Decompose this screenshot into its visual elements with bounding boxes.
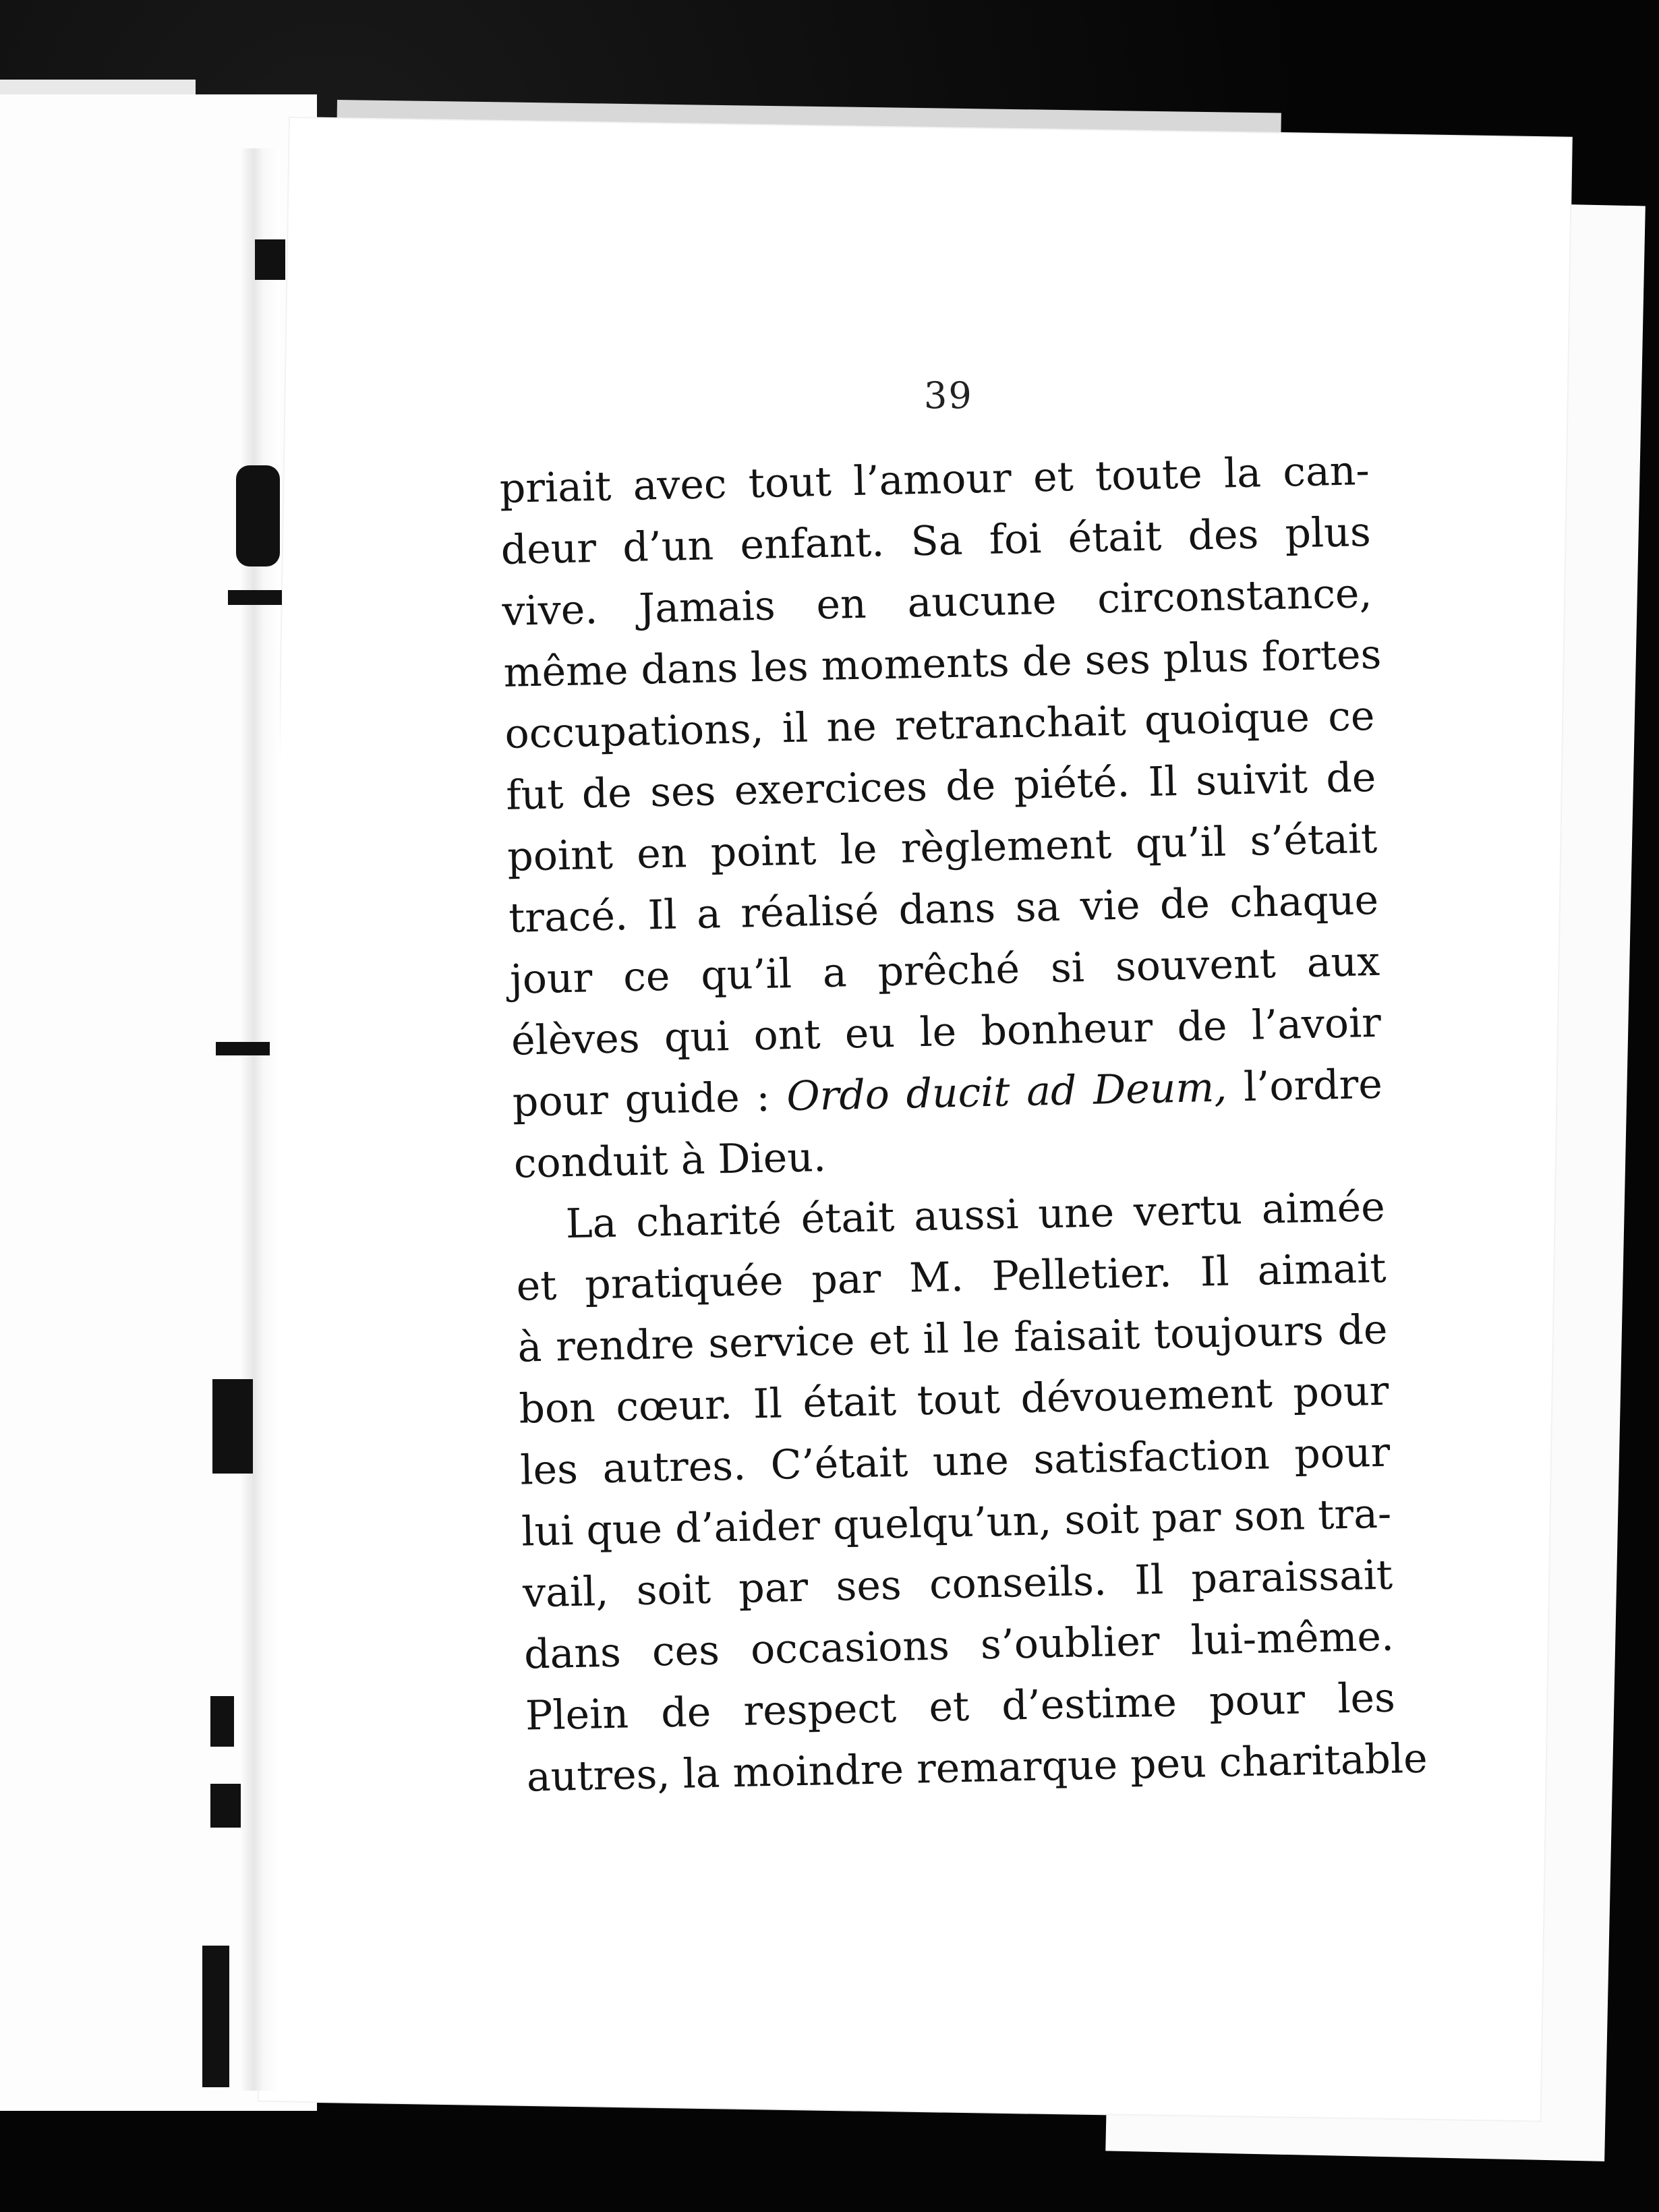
body-text bbox=[499, 440, 1428, 1809]
binding-mark bbox=[255, 239, 285, 280]
binding-mark bbox=[210, 1696, 234, 1747]
text-line: autres, la moindre remarque peu charitable bbox=[526, 1735, 1428, 1801]
binding-mark bbox=[236, 465, 280, 566]
text-line: les autres. C’était une satisfaction pour bbox=[519, 1428, 1391, 1494]
text-line: point en point le règlement qu’il s’était bbox=[506, 815, 1378, 881]
text-line: lui que d’aider quelqu’un, soit par son tra- bbox=[521, 1490, 1392, 1556]
text-line: dans ces occasions s’oublier lui-même. bbox=[523, 1612, 1395, 1679]
text-line: vail, soit par ses conseils. Il paraissait bbox=[522, 1551, 1393, 1617]
text-line: bon cœur. Il était tout dévouement pour bbox=[518, 1367, 1389, 1433]
text-line: priait avec tout l’amour et toute la can- bbox=[499, 446, 1370, 513]
paragraph bbox=[499, 440, 1391, 1195]
book-gutter bbox=[239, 148, 280, 2091]
text-line: et pratiquée par M. Pelletier. Il aimait bbox=[515, 1244, 1387, 1310]
text-line: à rendre service et il le faisait toujours de bbox=[517, 1306, 1389, 1372]
text-line: Plein de respect et d’estime pour les bbox=[525, 1674, 1396, 1740]
text-line: fut de ses exercices de piété. Il suivit de bbox=[505, 753, 1376, 819]
binding-mark bbox=[228, 590, 282, 605]
binding-mark bbox=[216, 1042, 270, 1055]
text-segment: pour guide : bbox=[512, 1073, 788, 1126]
text-segment: l’ordre bbox=[1226, 1060, 1383, 1111]
binding-mark bbox=[202, 1946, 229, 2087]
paragraph bbox=[515, 1177, 1428, 1809]
latin-motto: Ordo ducit ad Deum, bbox=[786, 1064, 1228, 1121]
binding-mark bbox=[210, 1784, 241, 1828]
page-number: 39 bbox=[924, 374, 973, 417]
text-line: occupations, il ne retranchait quoique ce bbox=[504, 692, 1376, 758]
text-line: même dans les moments de ses plus fortes bbox=[502, 631, 1382, 697]
text-line: deur d’un enfant. Sa foi était des plus bbox=[500, 508, 1372, 574]
text-line: tracé. Il a réalisé dans sa vie de chaque bbox=[508, 876, 1379, 942]
text-line: jour ce qu’il a prêché si souvent aux bbox=[509, 937, 1380, 1003]
binding-mark bbox=[212, 1379, 253, 1474]
text-line: vive. Jamais en aucune circonstance, bbox=[502, 569, 1373, 635]
text-line: élèves qui ont eu le bonheur de l’avoir bbox=[511, 999, 1382, 1065]
text-line: conduit à Dieu. bbox=[513, 1134, 827, 1188]
text-line: La charité était aussi une vertu aimée bbox=[565, 1183, 1386, 1248]
